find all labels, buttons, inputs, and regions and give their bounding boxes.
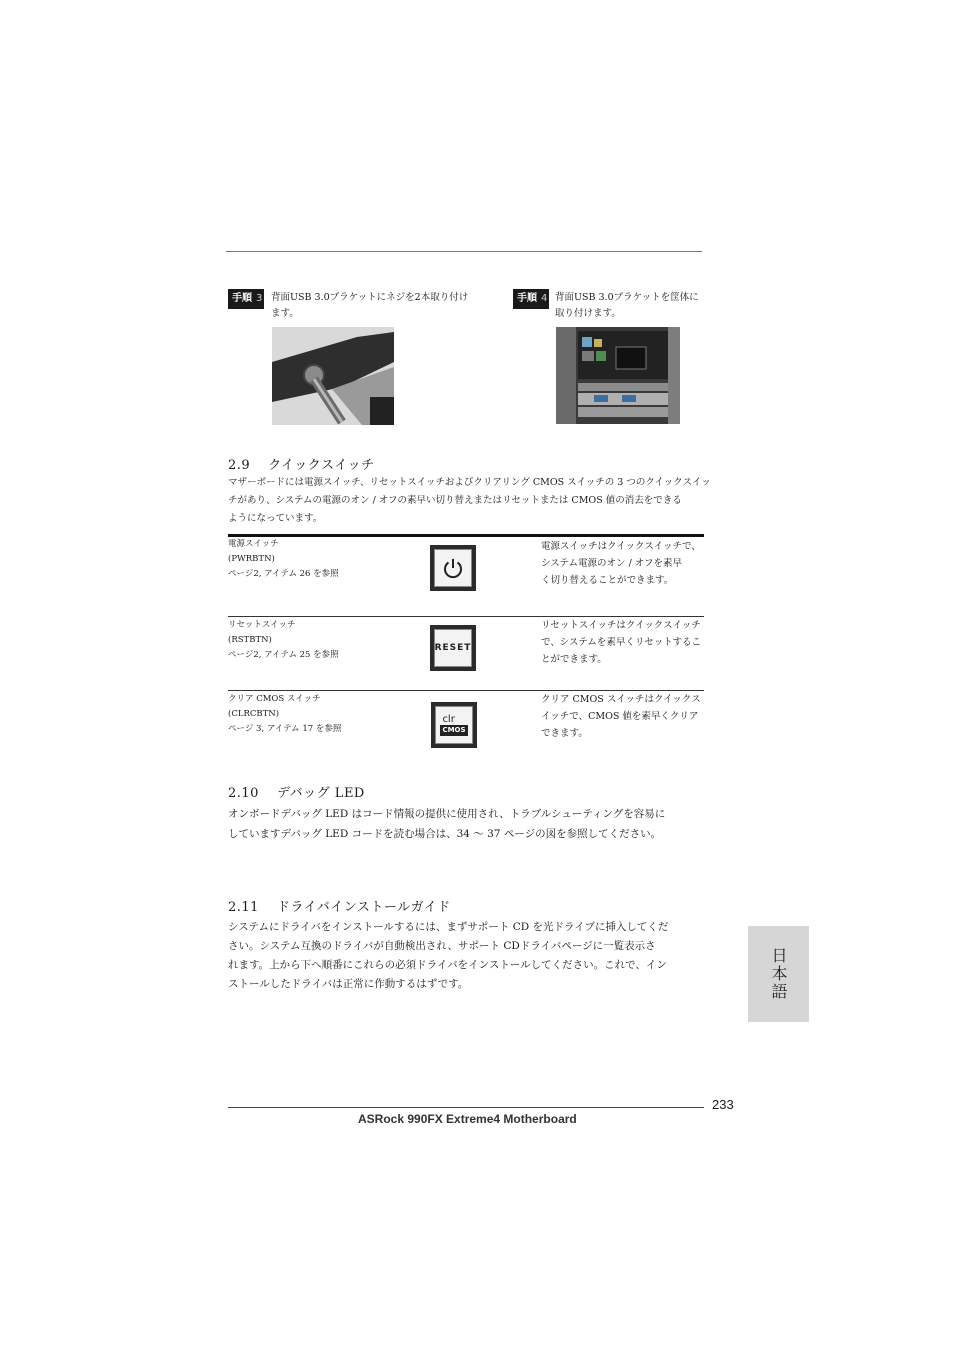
- footer-rule: [228, 1107, 704, 1108]
- power-icon: [430, 545, 476, 591]
- step-4-text: 背面USB 3.0ブラケットを筐体に 取り付けます。: [555, 292, 699, 319]
- bracket-screw-illustration: [272, 327, 394, 425]
- chassis-illustration: [556, 327, 680, 424]
- step-number: 3: [256, 293, 263, 304]
- step-4-tag: [513, 289, 549, 309]
- footer-title: ASRock 990FX Extreme4 Motherboard: [358, 1112, 577, 1126]
- section-2-9-body: マザーボードには電源スイッチ、リセットスイッチおよびクリアリング CMOS スイッチの 3 つのクイックスイッ チがあり、システムの電源のオン / オフの素早い切り替えまたはリセットまたは CMOS 値の消去をできる ようになっています。: [228, 477, 711, 524]
- bracket-screw-photo: [272, 327, 394, 425]
- step-3-text: 背面USB 3.0ブラケットにネジを2本取り付け ます。: [271, 292, 469, 319]
- power-switch-description: 電源スイッチはクイックスイッチで、 システム電源のオン / オフを素早 く切り替えることができます。: [541, 541, 701, 586]
- reset-switch-description: リセットスイッチはクイックスイッチ で、システムを素早くリセットするこ とができます。: [541, 620, 701, 665]
- language-side-tab: 日本語: [748, 926, 809, 1022]
- page-number: 233: [712, 1097, 734, 1112]
- section-2-10-heading: 2.10 デバッグ LED: [228, 786, 365, 801]
- clear-cmos-icon: clr CMOS: [431, 702, 477, 748]
- power-switch-label: 電源スイッチ (PWRBTN) ページ2, アイテム 26 を参照: [228, 539, 339, 579]
- power-symbol-icon: [441, 556, 465, 580]
- step-number: 4: [541, 293, 548, 304]
- step-label: 手順: [232, 293, 252, 304]
- section-2-11-heading: 2.11 ドライバインストールガイド: [228, 900, 451, 915]
- section-2-9-heading: 2.9 クイックスイッチ: [228, 458, 375, 473]
- header-rule: [226, 251, 702, 252]
- step-3-tag: [228, 289, 264, 309]
- reset-switch-label: リセットスイッチ (RSTBTN) ページ2, アイテム 25 を参照: [228, 620, 339, 660]
- step-label: 手順: [517, 293, 537, 304]
- clear-cmos-switch-label: クリア CMOS スイッチ (CLRCBTN) ページ 3, アイテム 17 を参照: [228, 694, 342, 734]
- section-2-10-body: オンボードデバッグ LED はコード情報の提供に使用され、トラブルシューティングを容易に していますデバッグ LED コードを読む場合は、34 ～ 37 ページの図を参照してください。: [228, 808, 666, 840]
- reset-icon: RESET: [430, 625, 476, 671]
- chassis-install-photo: [556, 327, 680, 424]
- clear-cmos-switch-description: クリア CMOS スイッチはクイックス イッチで、CMOS 値を素早くクリア できます。: [541, 694, 701, 739]
- section-2-11-body: システムにドライバをインストールするには、まずサポート CD を光ドライブに挿入してくだ さい。システム互換のドライバが自動検出され、サポート CDドライバページに一覧表示さ れます。上から下へ順番にこれらの必須ドライバをインストールしてください。これで、イン ストールしたドライバは正常に作動するはずです。: [228, 921, 669, 990]
